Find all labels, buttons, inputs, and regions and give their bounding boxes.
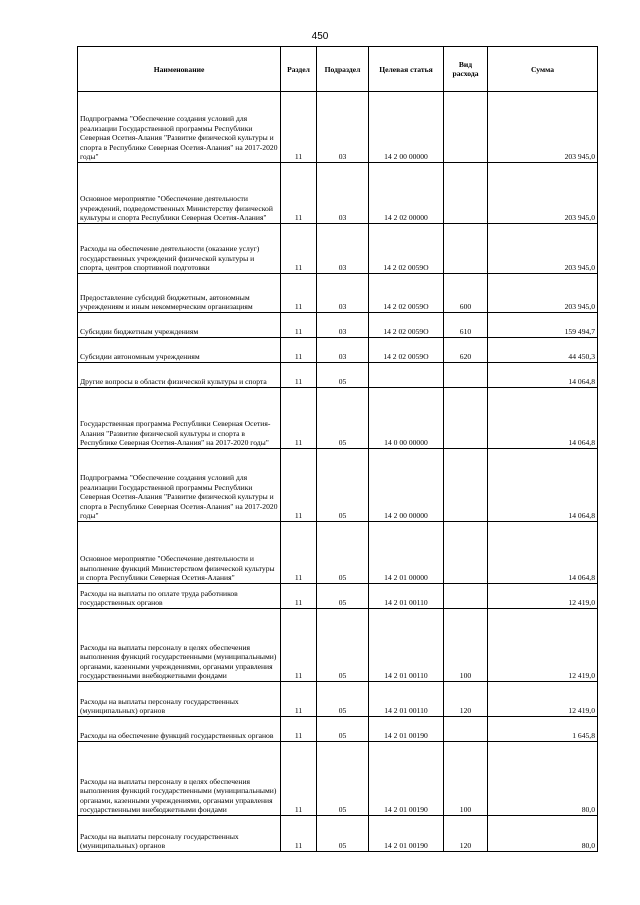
row-name: Предоставление субсидий бюджетным, автономным учреждениям и иным некоммерческим организациям: [78, 274, 281, 313]
row-target-article: 14 2 02 00000: [369, 163, 444, 224]
row-name: Расходы на выплаты персоналу государственных (муниципальных) органов: [78, 682, 281, 717]
budget-table: [77, 46, 598, 852]
row-expense-type: [444, 163, 488, 224]
row-sum: 12 419,0: [488, 584, 598, 609]
row-razdel: 11: [281, 163, 317, 224]
row-sum: 159 494,7: [488, 313, 598, 338]
row-name: Основное мероприятие "Обеспечение деятельности учреждений, подведомственных Министерству физической культуры и спорта Республики Северная Осетия-Алания": [78, 163, 281, 224]
row-sum: 44 450,3: [488, 338, 598, 363]
row-name: Подпрограмма "Обеспечение создания условий для реализации Государственной программы Республики Северная Осетия-Алания "Развитие физической культуры и спорта в Республике Северная Осетия-Алания" на 2017-2020 годы": [78, 449, 281, 522]
row-razdel: 11: [281, 682, 317, 717]
row-name: Расходы на обеспечение деятельности (оказание услуг) государственных учреждений физической культуры и спорта, центров спортивной подготовки: [78, 224, 281, 274]
row-podrazdel: 03: [317, 92, 369, 163]
table-row: [78, 163, 598, 224]
row-target-article: 14 2 02 0059О: [369, 313, 444, 338]
row-podrazdel: 03: [317, 224, 369, 274]
row-razdel: 11: [281, 584, 317, 609]
row-expense-type: 620: [444, 338, 488, 363]
row-razdel: 11: [281, 92, 317, 163]
row-sum: 203 945,0: [488, 274, 598, 313]
row-name: Расходы на обеспечение функций государственных органов: [78, 717, 281, 742]
row-podrazdel: 03: [317, 313, 369, 338]
row-expense-type: [444, 522, 488, 584]
row-podrazdel: 05: [317, 522, 369, 584]
row-name: Расходы на выплаты персоналу в целях обеспечения выполнения функций государственными (муниципальными) органами, казенными учреждениями, органами управления государственными внебюджетными фондами: [78, 609, 281, 682]
header-razdel: Раздел: [281, 47, 317, 92]
table-row: [78, 816, 598, 852]
row-target-article: 14 2 02 0059О: [369, 338, 444, 363]
row-podrazdel: 05: [317, 584, 369, 609]
table-row: [78, 522, 598, 584]
row-sum: 14 064,8: [488, 363, 598, 388]
page-number: 450: [311, 31, 329, 42]
header-expense-type: Вид расхода: [444, 47, 488, 92]
row-name: Другие вопросы в области физической культуры и спорта: [78, 363, 281, 388]
row-podrazdel: 05: [317, 742, 369, 816]
row-expense-type: [444, 92, 488, 163]
row-expense-type: 600: [444, 274, 488, 313]
row-razdel: 11: [281, 313, 317, 338]
row-razdel: 11: [281, 522, 317, 584]
row-target-article: 14 2 01 00110: [369, 584, 444, 609]
row-podrazdel: 03: [317, 163, 369, 224]
table-row: [78, 388, 598, 449]
row-target-article: 14 2 01 00000: [369, 522, 444, 584]
table-row: [78, 742, 598, 816]
row-razdel: 11: [281, 816, 317, 852]
row-podrazdel: 05: [317, 682, 369, 717]
row-sum: 203 945,0: [488, 224, 598, 274]
row-razdel: 11: [281, 338, 317, 363]
row-razdel: 11: [281, 274, 317, 313]
row-razdel: 11: [281, 363, 317, 388]
row-target-article: [369, 363, 444, 388]
row-podrazdel: 03: [317, 274, 369, 313]
row-name: Субсидии автономным учреждениям: [78, 338, 281, 363]
row-expense-type: [444, 584, 488, 609]
row-sum: 1 645,8: [488, 717, 598, 742]
row-expense-type: 610: [444, 313, 488, 338]
row-name: Субсидии бюджетным учреждениям: [78, 313, 281, 338]
row-expense-type: [444, 224, 488, 274]
row-sum: 12 419,0: [488, 609, 598, 682]
row-target-article: 14 2 01 00190: [369, 742, 444, 816]
row-sum: 80,0: [488, 742, 598, 816]
row-podrazdel: 05: [317, 609, 369, 682]
row-podrazdel: 03: [317, 338, 369, 363]
row-podrazdel: 05: [317, 388, 369, 449]
row-target-article: 14 2 02 0059О: [369, 224, 444, 274]
row-podrazdel: 05: [317, 363, 369, 388]
table-row: [78, 682, 598, 717]
table-row: [78, 584, 598, 609]
header-sum: Сумма: [488, 47, 598, 92]
row-sum: 14 064,8: [488, 388, 598, 449]
table-row: [78, 313, 598, 338]
row-target-article: 14 2 00 00000: [369, 92, 444, 163]
row-sum: 12 419,0: [488, 682, 598, 717]
row-expense-type: 100: [444, 609, 488, 682]
row-target-article: 14 2 01 00190: [369, 717, 444, 742]
table-row: [78, 609, 598, 682]
row-name: Расходы на выплаты по оплате труда работников государственных органов: [78, 584, 281, 609]
row-name: Государственная программа Республики Северная Осетия-Алания "Развитие физической культуры и спорта в Республике Северная Осетия-Алания" на 2017-2020 годы": [78, 388, 281, 449]
row-razdel: 11: [281, 717, 317, 742]
table-row: [78, 717, 598, 742]
row-razdel: 11: [281, 742, 317, 816]
row-expense-type: [444, 717, 488, 742]
row-target-article: 14 2 01 00190: [369, 816, 444, 852]
table-row: [78, 338, 598, 363]
row-target-article: 14 2 00 00000: [369, 449, 444, 522]
row-expense-type: [444, 449, 488, 522]
row-razdel: 11: [281, 449, 317, 522]
header-target-article: Целевая статья: [369, 47, 444, 92]
table-row: [78, 224, 598, 274]
row-name: Расходы на выплаты персоналу в целях обеспечения выполнения функций государственными (муниципальными) органами, казенными учреждениями, органами управления государственными внебюджетными фондами: [78, 742, 281, 816]
row-podrazdel: 05: [317, 449, 369, 522]
row-razdel: 11: [281, 388, 317, 449]
header-podrazdel: Подраздел: [317, 47, 369, 92]
table-row: [78, 274, 598, 313]
row-name: Расходы на выплаты персоналу государственных (муниципальных) органов: [78, 816, 281, 852]
row-podrazdel: 05: [317, 816, 369, 852]
table-row: [78, 449, 598, 522]
row-target-article: 14 2 01 00110: [369, 682, 444, 717]
row-target-article: 14 0 00 00000: [369, 388, 444, 449]
row-sum: 80,0: [488, 816, 598, 852]
row-sum: 14 064,8: [488, 449, 598, 522]
header-name: Наименование: [78, 47, 281, 92]
row-razdel: 11: [281, 224, 317, 274]
row-sum: 203 945,0: [488, 163, 598, 224]
row-expense-type: 120: [444, 816, 488, 852]
row-expense-type: 120: [444, 682, 488, 717]
row-sum: 203 945,0: [488, 92, 598, 163]
row-name: Подпрограмма "Обеспечение создания условий для реализации Государственной программы Республики Северная Осетия-Алания "Развитие физической культуры и спорта в Республике Северная Осетия-Алания" на 2017-2020 годы": [78, 92, 281, 163]
table-row: [78, 363, 598, 388]
row-expense-type: [444, 363, 488, 388]
row-razdel: 11: [281, 609, 317, 682]
row-expense-type: [444, 388, 488, 449]
row-podrazdel: 05: [317, 717, 369, 742]
row-target-article: 14 2 01 00110: [369, 609, 444, 682]
row-name: Основное мероприятие "Обеспечение деятельности и выполнение функций Министерством физической культуры и спорта Республики Северная Осетия-Алания": [78, 522, 281, 584]
row-sum: 14 064,8: [488, 522, 598, 584]
row-target-article: 14 2 02 0059О: [369, 274, 444, 313]
table-row: [78, 92, 598, 163]
table-header-row: [78, 47, 598, 92]
row-expense-type: 100: [444, 742, 488, 816]
